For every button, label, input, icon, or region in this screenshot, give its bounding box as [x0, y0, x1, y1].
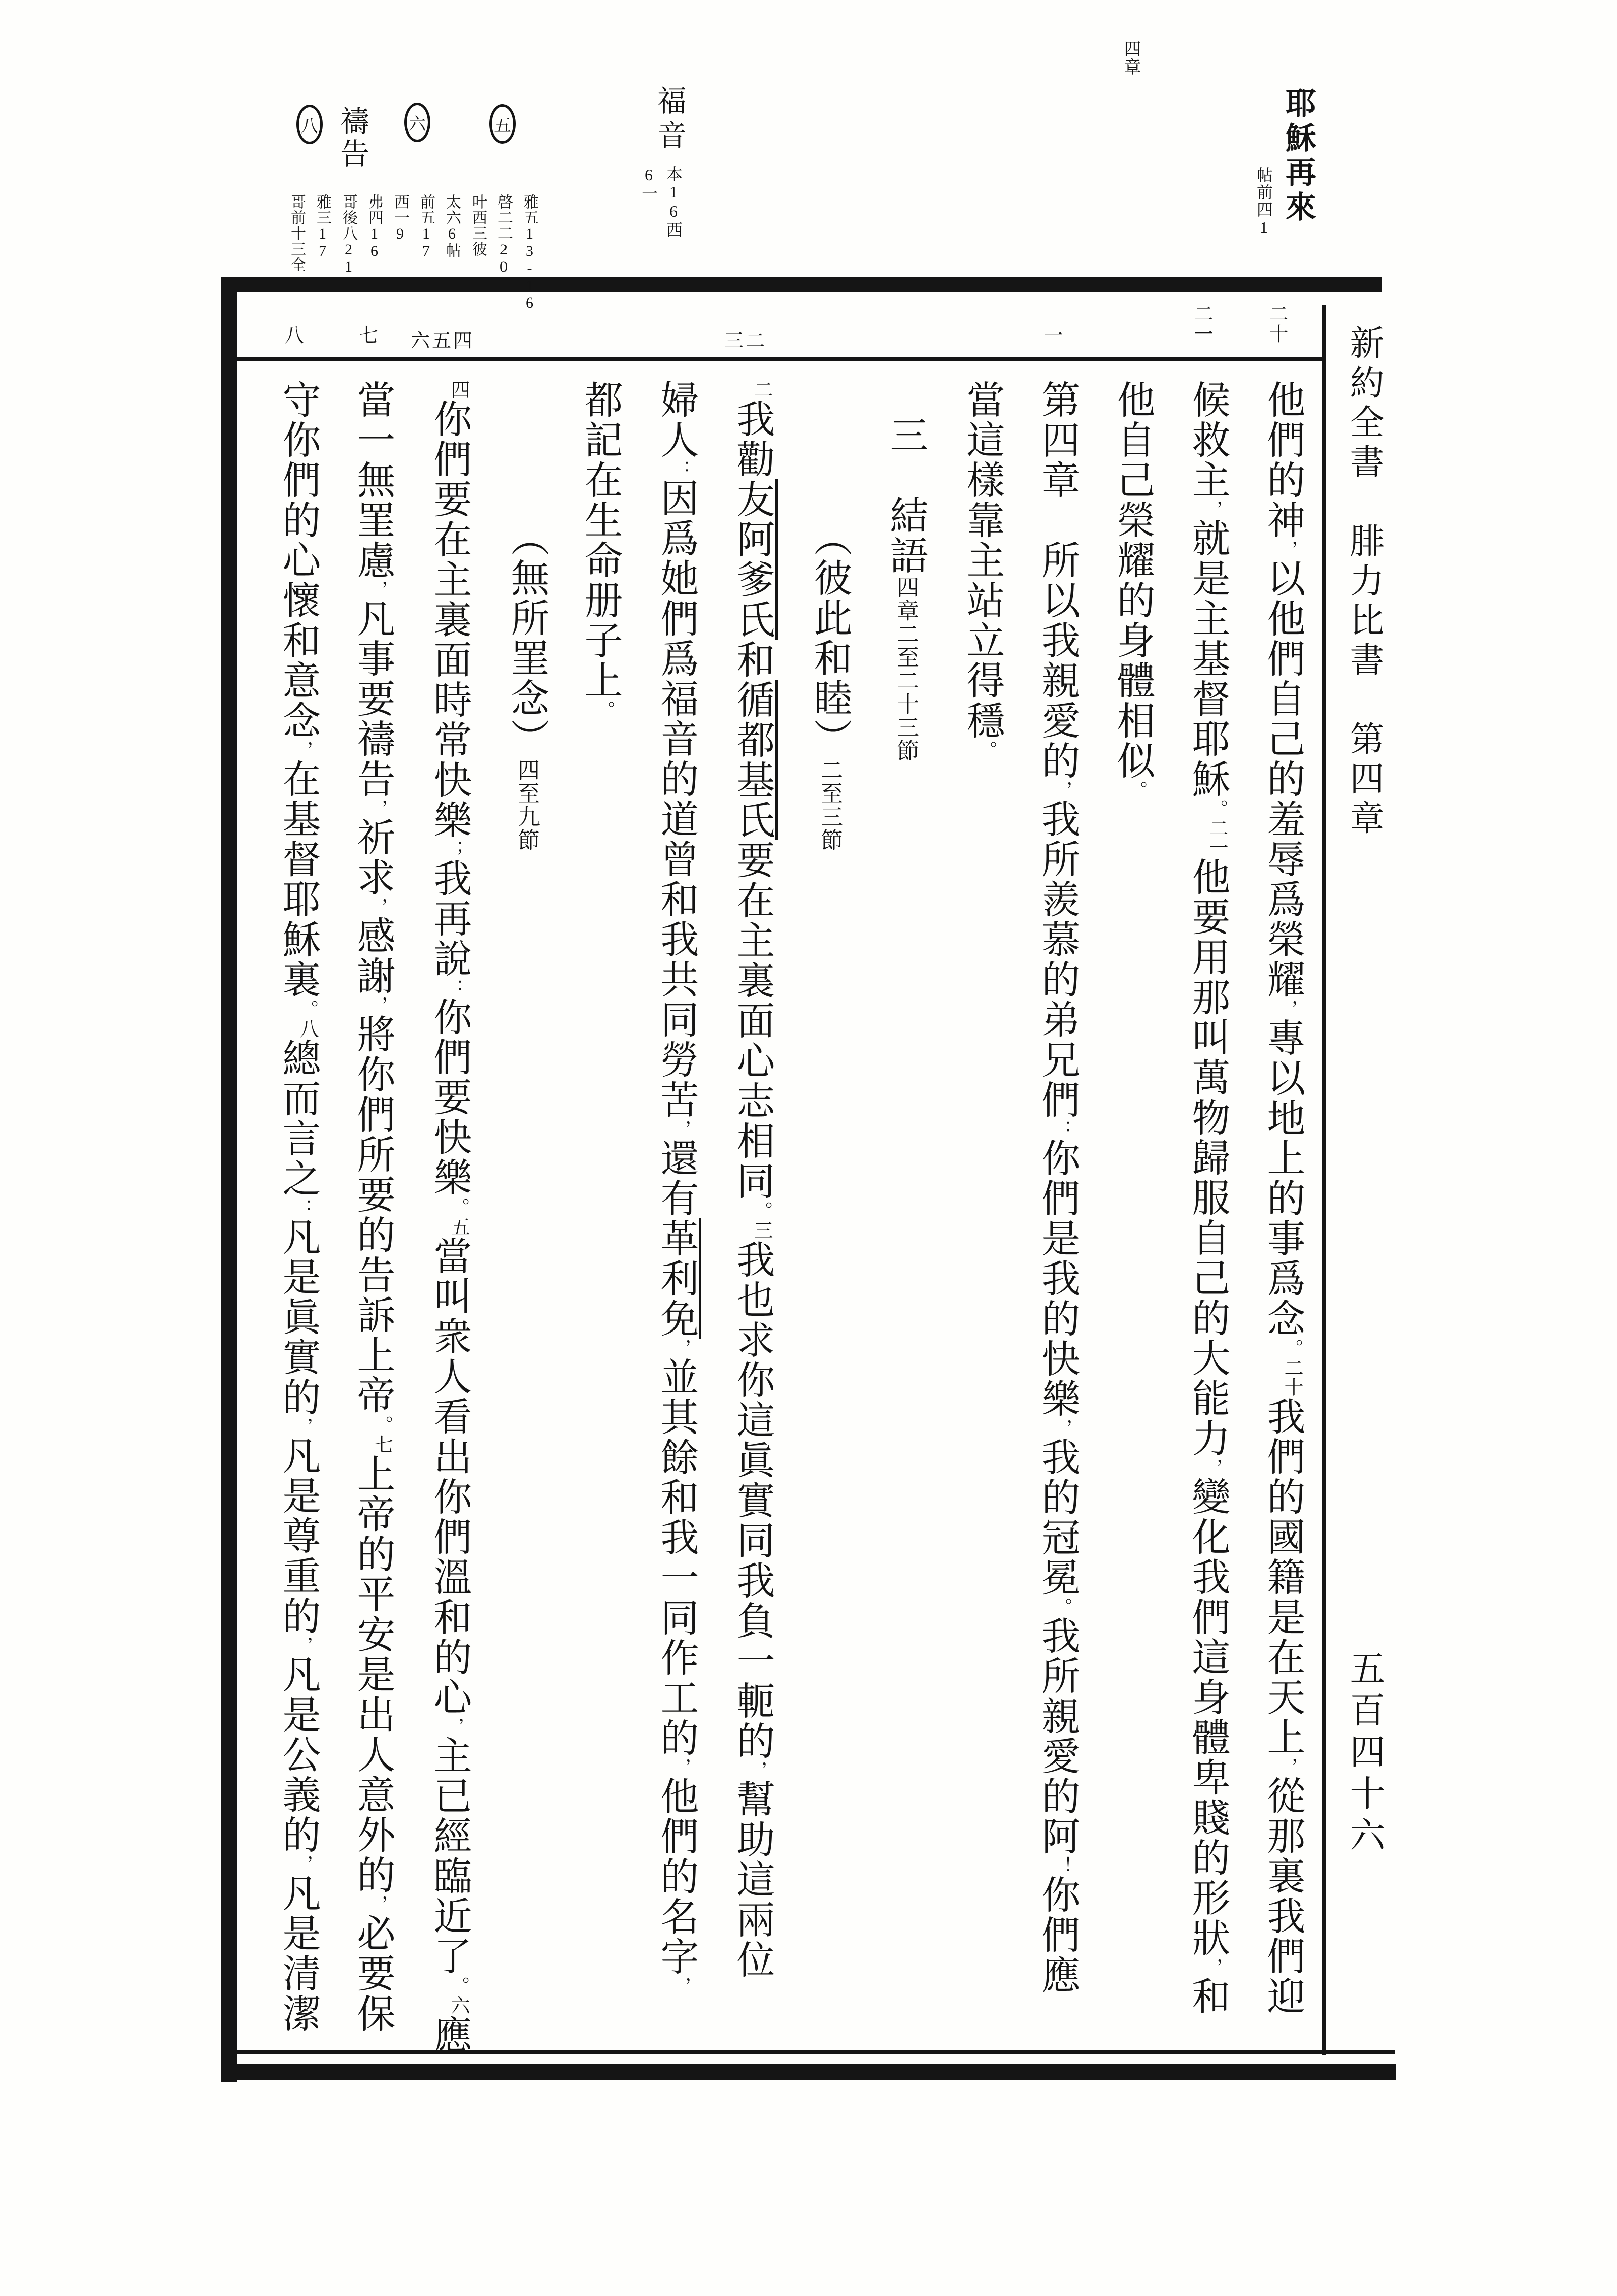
text-run: 幫助這兩位	[731, 1779, 773, 1980]
page-number: 五百四十六	[1344, 1650, 1384, 1858]
text-run: 主已經臨近了	[428, 1736, 470, 1976]
verse-number-inline: 二	[751, 380, 772, 399]
text-run: 他們的名字	[655, 1776, 697, 1977]
punctuation: ，	[367, 897, 388, 916]
text-run: 從那裏我們迎	[1261, 1776, 1304, 2016]
text-run: 當一無罣慮	[351, 380, 394, 580]
verse-number-inline: 。八	[296, 1000, 318, 1038]
verse-number-inline: 。三	[751, 1201, 772, 1240]
punctuation: ，	[367, 580, 388, 598]
punctuation: ，	[1202, 1958, 1223, 1976]
margin-chapter-mark: 四章	[1121, 40, 1140, 76]
text-run: 你們應	[1036, 1875, 1079, 1995]
margin-note-gospel-ref: 本16西	[664, 165, 683, 239]
text-run: 他們的神	[1261, 380, 1304, 540]
text-run: 就是主基督耶穌	[1186, 518, 1229, 799]
scripture-column-4	[1026, 380, 1079, 2050]
punctuation: ：	[293, 1199, 313, 1217]
text-run: 以他們自己的羞辱爲榮耀	[1261, 558, 1304, 1000]
circled-number-eight: 八	[296, 105, 323, 144]
punctuation: ，	[367, 1895, 388, 1913]
verse-strip-marker: 六五四	[411, 330, 475, 352]
verse-strip-marker: 三二	[724, 330, 767, 352]
text-run: 變化我們這身體卑賤的形狀	[1186, 1477, 1229, 1958]
margin-note-prayer-label: 禱告	[335, 106, 368, 171]
circled-number-five: 五	[489, 104, 516, 144]
punctuation: ，	[1052, 781, 1072, 799]
punctuation: ：	[444, 979, 464, 997]
text-run: 守你們的心懷和意念	[277, 380, 319, 741]
scripture-column-3	[1101, 380, 1152, 2050]
proper-name: 友阿爹氏	[731, 479, 778, 640]
text-run: 感謝	[351, 916, 394, 996]
punctuation: ：	[1052, 1120, 1072, 1138]
text-run: 我勸	[731, 399, 773, 479]
scripture-column-14	[266, 380, 317, 2050]
text-run: （無所罣念）	[505, 518, 548, 758]
text-run: 和	[731, 640, 773, 680]
punctuation: ，	[1277, 1000, 1298, 1018]
punctuation: ，	[747, 1761, 767, 1779]
text-run: 都記在生命册子上	[579, 380, 621, 701]
punctuation: 。	[1052, 1598, 1072, 1616]
section-range-small-text: 二至三節	[817, 758, 842, 852]
scripture-column-2	[1176, 380, 1227, 2050]
text-run: 婦人	[655, 380, 697, 460]
text-run: 我們的國籍是在天上	[1261, 1396, 1304, 1757]
scripture-column-8	[721, 380, 771, 2050]
scripture-column-13	[341, 380, 392, 2050]
text-run: 將你們所要的告訴上帝	[351, 1014, 394, 1415]
punctuation: 。	[1127, 781, 1148, 799]
text-run: 所以我親愛的	[1036, 540, 1079, 781]
scripture-column-9	[645, 380, 695, 2050]
punctuation: ，	[1277, 540, 1298, 558]
punctuation: ，	[293, 1636, 313, 1654]
text-run: 在基督耶穌裏	[277, 759, 319, 1000]
verse-number-inline: 。五	[448, 1197, 469, 1236]
text-run: 候救主	[1186, 380, 1229, 500]
margin-note-gospel: 福音	[653, 85, 686, 154]
punctuation: 。	[595, 701, 615, 719]
margin-note-second-coming-ref: 帖前四1	[1255, 167, 1273, 238]
punctuation: ！	[1052, 1856, 1072, 1875]
verse-strip-marker: 一	[1040, 325, 1062, 345]
verse-strip-divider-line	[237, 357, 1323, 361]
text-run: 當叫衆人看出你們溫和的心	[428, 1236, 470, 1717]
border-bottom-thick-line	[227, 2064, 1396, 2080]
text-run: 要在主裏面心志相同	[731, 840, 773, 1201]
proper-name: 革利免	[655, 1218, 701, 1339]
margin-note-second-coming: 耶穌再來	[1282, 87, 1315, 225]
scripture-column-6	[874, 415, 925, 2050]
text-run: 凡事要禱告	[351, 598, 394, 799]
text-run: 結語	[884, 495, 927, 576]
punctuation: ，	[1202, 500, 1223, 518]
text-run: 你們是我的快樂	[1036, 1138, 1079, 1419]
text-run: 上帝的平安是出人意外的	[351, 1454, 394, 1895]
text-run: 三	[884, 415, 927, 455]
verse-number-inline: 。六	[448, 1976, 469, 2015]
verse-strip-marker: 七	[356, 325, 377, 345]
text-run: 因爲她們爲福音的道曾和我共同勞苦	[655, 478, 697, 1120]
margin-cross-reference: 啓二二20	[495, 194, 512, 276]
scripture-column-5	[951, 380, 1001, 2050]
margin-cross-reference: 雅五13-16	[521, 194, 538, 312]
text-run: 凡是清潔	[277, 1873, 319, 2034]
margin-cross-reference: 西一9	[392, 194, 409, 243]
text-run: 我所親愛的阿	[1036, 1616, 1079, 1856]
section-range-small-text: 四章二至二十三節	[893, 576, 918, 762]
verse-number-inline: 。二一	[1206, 799, 1227, 857]
text-run: 並其餘和我一同作工的	[655, 1357, 697, 1758]
text-run: 總而言之	[277, 1038, 319, 1199]
text-run	[1036, 500, 1079, 540]
punctuation: ，	[671, 1977, 691, 1995]
margin-cross-reference: 太六6帖	[444, 194, 460, 258]
text-run: （彼此和睦）	[808, 518, 851, 758]
scripture-column-7	[798, 518, 849, 2050]
punctuation: ，	[1202, 1458, 1223, 1477]
punctuation: ，	[367, 799, 388, 817]
margin-cross-reference: 雅三17	[314, 194, 331, 260]
text-run: 當這樣靠主站立得穩	[961, 380, 1003, 741]
text-run: 他要用那叫萬物歸服自己的大能力	[1186, 857, 1229, 1458]
verse-strip-marker: 二一	[1191, 304, 1212, 344]
text-run: 祈求	[351, 817, 394, 897]
punctuation: ，	[293, 1417, 313, 1436]
text-run: 專以地上的事爲念	[1261, 1018, 1304, 1339]
text-run: 他自己榮耀的身體相似	[1111, 380, 1154, 781]
text-run: 凡是尊重的	[277, 1436, 319, 1636]
scripture-column-12	[418, 380, 470, 2055]
text-run: 我也求你這眞實同我負一軛的	[731, 1240, 773, 1761]
punctuation: ，	[1277, 1757, 1298, 1776]
margin-note-gospel-ref: 6一	[639, 165, 658, 202]
punctuation: ：	[671, 460, 691, 478]
text-run: 還有	[655, 1138, 697, 1218]
punctuation: ，	[671, 1339, 691, 1357]
scripture-column-11	[495, 518, 546, 2050]
punctuation: ，	[671, 1120, 691, 1138]
margin-cross-reference: 前五17	[418, 194, 434, 260]
punctuation: 。	[977, 741, 997, 759]
verse-number-inline: 。七	[371, 1415, 392, 1454]
text-run: 凡是公義的	[277, 1654, 319, 1855]
text-run: 必要保	[351, 1913, 394, 2034]
text-run	[884, 455, 927, 495]
running-title: 新約全書 腓力比書 第四章	[1345, 325, 1384, 840]
verse-number-inline: 。二十	[1281, 1339, 1302, 1396]
border-left-line	[221, 277, 237, 2082]
text-run: 應	[428, 2015, 470, 2055]
punctuation: ，	[444, 1717, 464, 1736]
text-run: 我再說	[428, 858, 470, 979]
verse-strip-marker: 八	[281, 325, 302, 345]
punctuation: ，	[1052, 1419, 1072, 1437]
scripture-column-1	[1251, 380, 1302, 2050]
margin-cross-reference: 弗四16	[366, 194, 383, 260]
text-run: 第四章	[1036, 380, 1079, 500]
text-run: 我所羨慕的弟兄們	[1036, 799, 1079, 1120]
border-bottom-thin-line	[229, 2050, 1395, 2054]
verse-number-inline: 四	[448, 380, 469, 399]
punctuation: ，	[671, 1758, 691, 1776]
text-run: 和	[1186, 1976, 1229, 2016]
text-run: 我的冠冕	[1036, 1437, 1079, 1598]
proper-name: 循都基氏	[731, 680, 778, 840]
punctuation: ，	[293, 1855, 313, 1873]
verse-strip-marker: 二十	[1266, 304, 1287, 344]
punctuation: ，	[367, 996, 388, 1014]
text-run: 凡是眞實的	[277, 1217, 319, 1417]
punctuation: ，	[293, 741, 313, 759]
text-run: 你們要在主裏面時常快樂	[428, 399, 470, 840]
margin-cross-reference: 哥後八21	[340, 194, 357, 276]
margin-cross-reference: 哥前十三全	[288, 194, 305, 273]
punctuation: ；	[444, 840, 464, 858]
text-run: 你們要快樂	[428, 997, 470, 1197]
scripture-column-10	[568, 380, 619, 2050]
section-range-small-text: 四至九節	[514, 758, 539, 852]
circled-number-six: 六	[404, 103, 430, 142]
margin-cross-reference: 叶西三彼	[469, 194, 486, 257]
title-column-separator-line	[1322, 305, 1326, 2055]
